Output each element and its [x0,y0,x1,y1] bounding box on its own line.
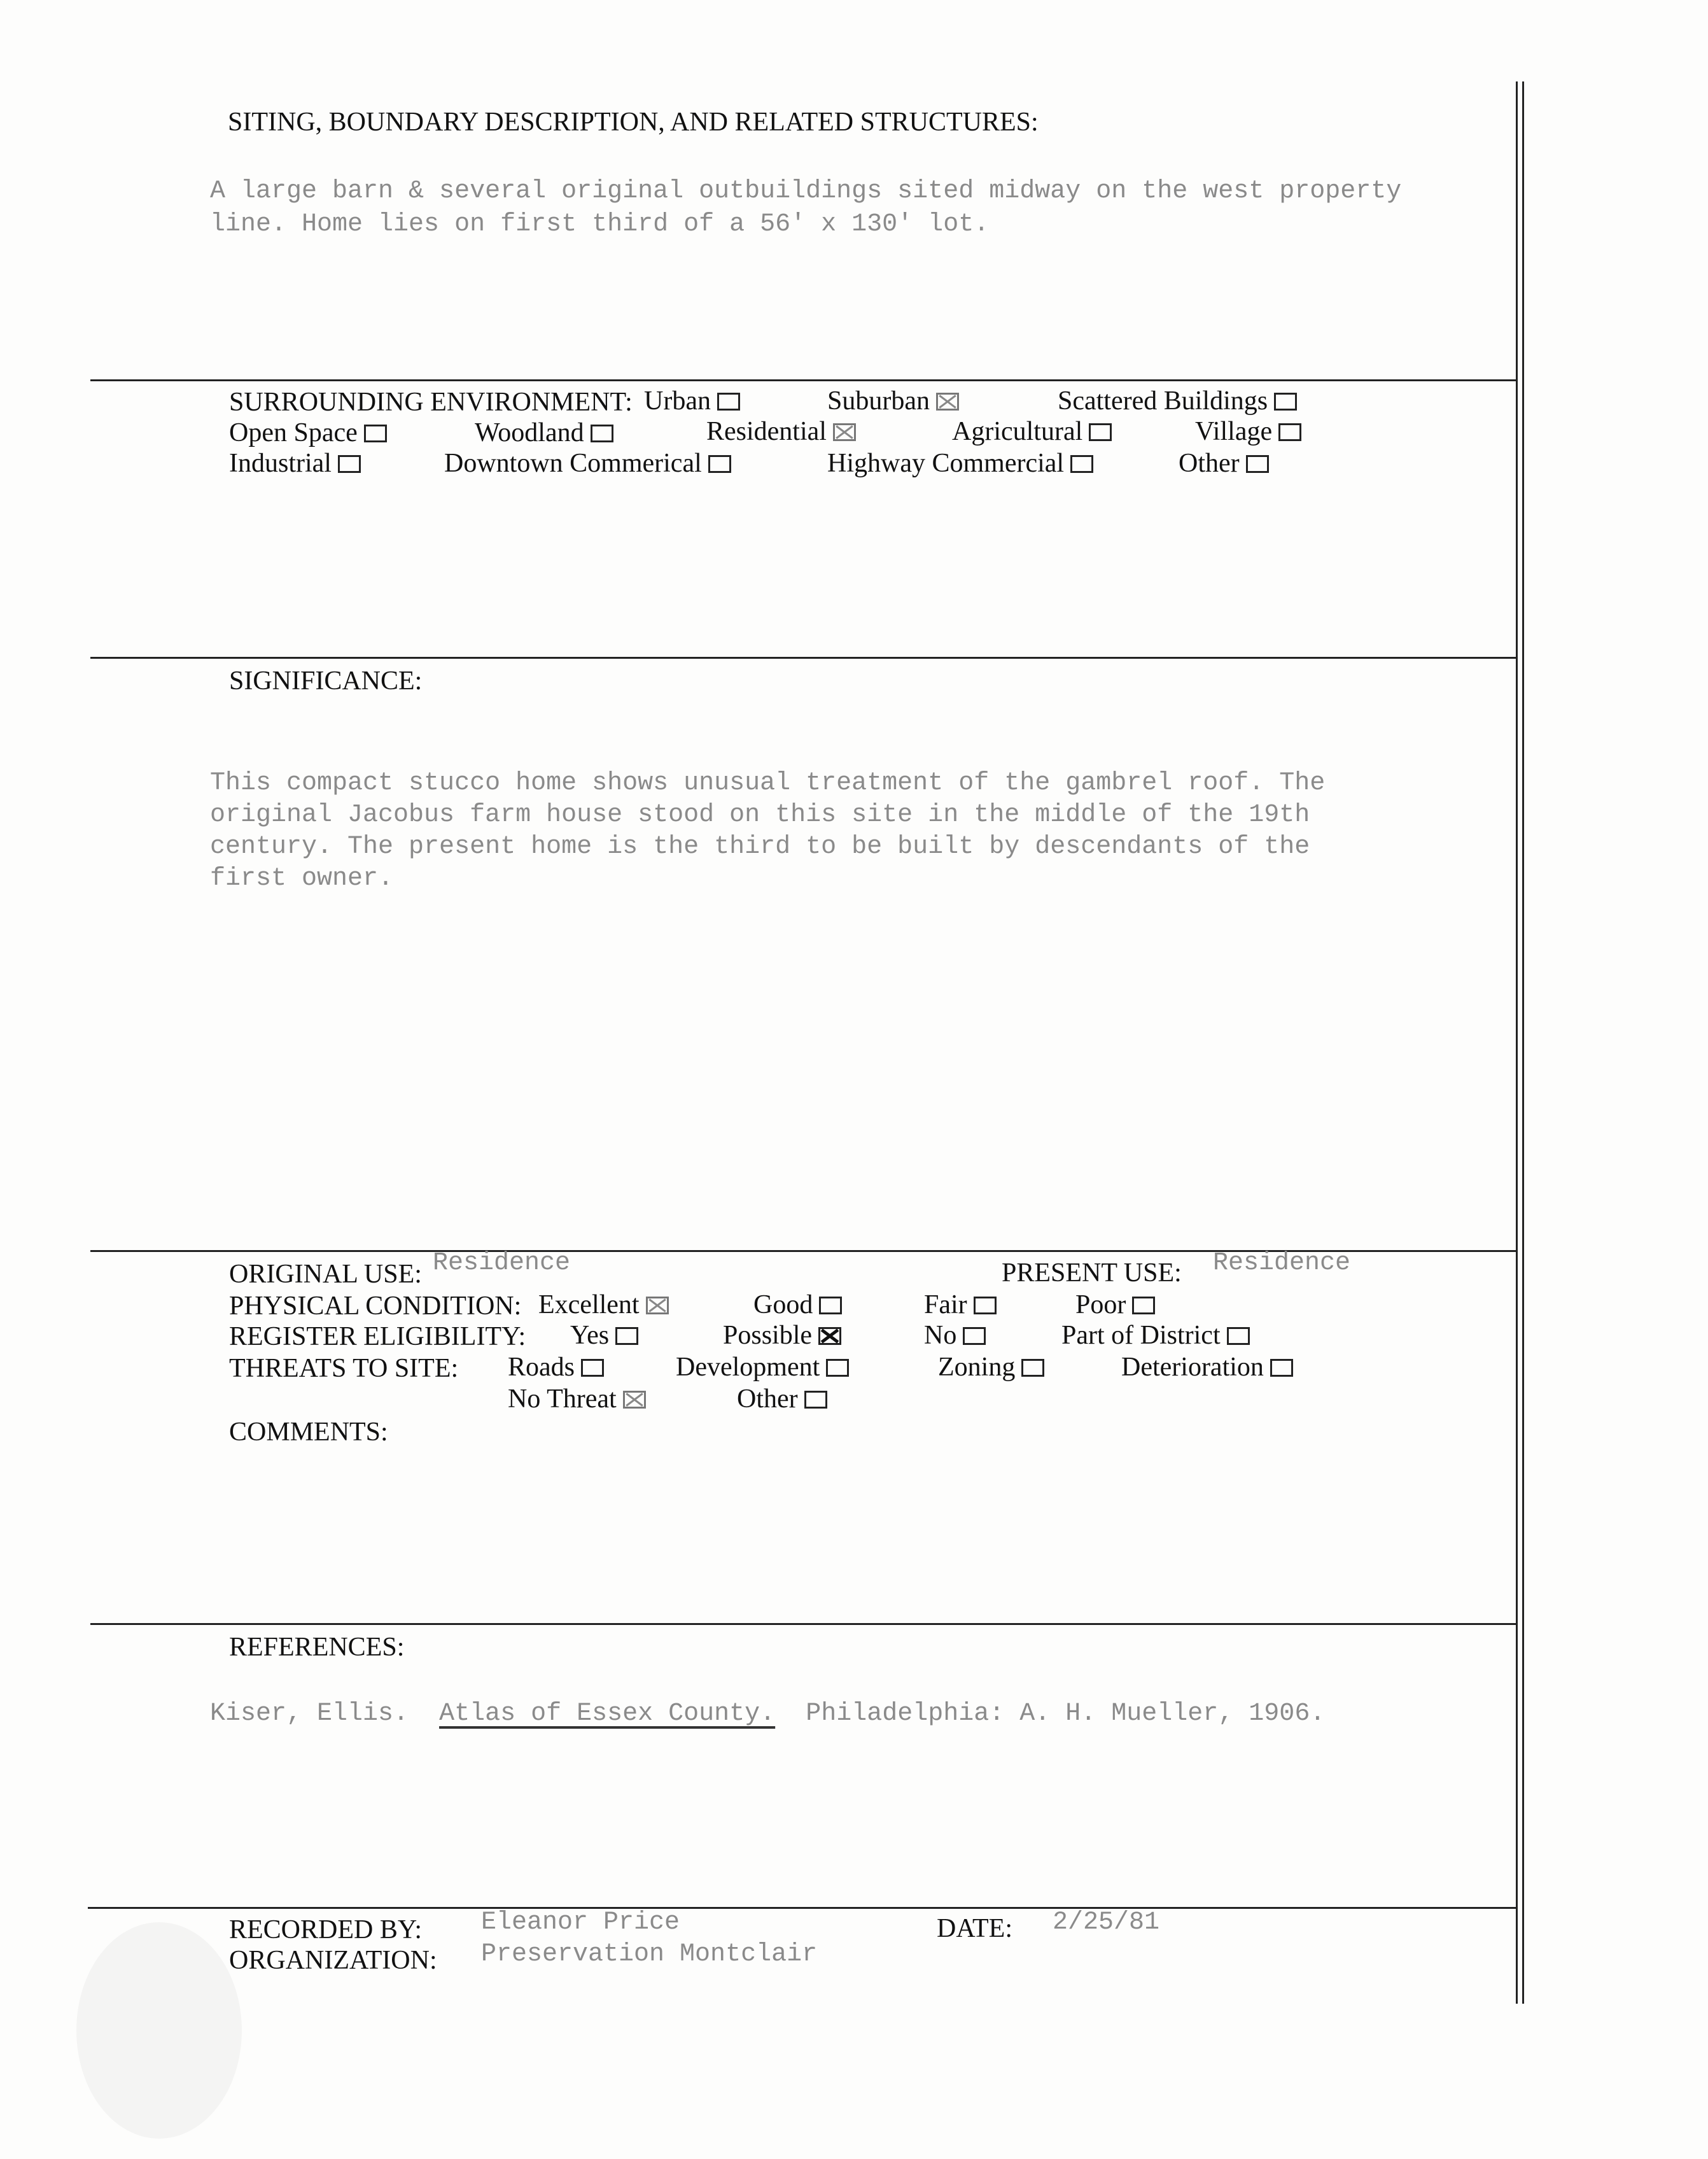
env-agricultural [952,416,1112,447]
env-highway [827,448,1093,479]
condition-excellent-checkbox[interactable] [646,1297,669,1314]
env-highway-label: Highway Commercial [827,449,1065,478]
threat-deterioration-label: Deterioration [1121,1353,1264,1382]
threat-other-checkbox[interactable] [804,1391,827,1409]
reference-publisher: Philadelphia: A. H. Mueller, 1906. [806,1699,1326,1728]
condition-fair [924,1290,997,1320]
threat-zoning-checkbox[interactable] [1021,1359,1044,1377]
env-suburban-label: Suburban [827,386,930,416]
eligibility-no-checkbox[interactable] [963,1327,986,1345]
divider-5 [88,1907,1517,1909]
env-village [1195,416,1301,447]
env-downtown [444,448,731,479]
env-industrial [229,448,361,479]
eligibility-yes [570,1320,638,1351]
eligibility-district-checkbox[interactable] [1227,1327,1250,1345]
env-village-checkbox[interactable] [1278,423,1301,441]
siting-line-2: line. Home lies on first third of a 56' x 130' lot. [210,210,990,239]
references-heading: REFERENCES: [229,1633,405,1662]
condition-excellent [538,1290,669,1320]
env-open-space [229,418,387,448]
threat-roads [508,1352,604,1382]
threat-roads-label: Roads [508,1353,575,1382]
env-scattered [1058,386,1297,416]
threat-development [676,1352,849,1382]
env-urban-label: Urban [644,386,711,416]
threat-deterioration [1121,1352,1293,1382]
eligibility-no [924,1320,986,1351]
eligibility-yes-checkbox[interactable] [615,1327,638,1345]
env-woodland-label: Woodland [475,418,584,447]
siting-line-1: A large barn & several original outbuildings sited midway on the west property [210,177,1402,206]
eligibility-yes-label: Yes [570,1321,610,1350]
threat-roads-checkbox[interactable] [581,1359,604,1377]
scan-smudge [76,1922,242,2139]
env-woodland [475,418,613,448]
env-industrial-checkbox[interactable] [338,455,361,473]
threat-zoning-label: Zoning [938,1353,1016,1382]
threat-other-label: Other [737,1384,798,1414]
divider-4 [90,1623,1517,1625]
env-downtown-label: Downtown Commerical [444,449,702,478]
threat-zoning [938,1352,1044,1382]
threat-deterioration-checkbox[interactable] [1270,1359,1293,1377]
env-open-space-checkbox[interactable] [364,425,387,442]
env-downtown-checkbox[interactable] [708,455,731,473]
condition-poor-label: Poor [1075,1290,1126,1319]
present-use-value: Residence [1213,1249,1351,1277]
threat-no-threat-checkbox[interactable] [623,1391,646,1409]
original-use-label: ORIGINAL USE: [229,1260,422,1289]
env-urban [644,386,740,416]
env-agricultural-checkbox[interactable] [1089,423,1112,441]
condition-fair-checkbox[interactable] [974,1297,997,1314]
env-residential-label: Residential [706,417,827,446]
significance-heading: SIGNIFICANCE: [229,666,423,696]
threat-development-label: Development [676,1353,820,1382]
present-use-label: PRESENT USE: [1002,1258,1182,1288]
significance-line-1: This compact stucco home shows unusual treatment of the gambrel roof. The [210,769,1326,798]
env-other-label: Other [1179,449,1240,478]
reference-entry [210,1699,1325,1728]
condition-poor [1075,1290,1155,1320]
date-value: 2/25/81 [1053,1908,1160,1937]
divider-2 [90,657,1517,659]
siting-heading: SITING, BOUNDARY DESCRIPTION, AND RELATED STRUCTURES: [228,108,1039,137]
env-open-space-label: Open Space [229,418,358,447]
condition-good [753,1290,842,1320]
condition-excellent-label: Excellent [538,1290,640,1319]
env-residential-checkbox[interactable] [833,423,856,441]
eligibility-label: REGISTER ELIGIBILITY: [229,1322,526,1351]
condition-poor-checkbox[interactable] [1132,1297,1155,1314]
eligibility-possible-checkbox[interactable] [818,1327,841,1345]
env-industrial-label: Industrial [229,449,332,478]
env-scattered-label: Scattered Buildings [1058,386,1268,416]
env-agricultural-label: Agricultural [952,417,1083,446]
date-label: DATE: [937,1914,1012,1943]
env-residential [706,416,856,447]
significance-line-3: century. The present home is the third to be built by descendants of the [210,833,1310,861]
eligibility-possible-label: Possible [723,1321,813,1350]
env-scattered-checkbox[interactable] [1274,393,1297,411]
env-suburban [827,386,959,416]
condition-label: PHYSICAL CONDITION: [229,1291,522,1321]
comments-label: COMMENTS: [229,1417,388,1447]
eligibility-possible [723,1320,841,1351]
env-urban-checkbox[interactable] [717,393,740,411]
env-village-label: Village [1195,417,1273,446]
threat-development-checkbox[interactable] [826,1359,849,1377]
organization-label: ORGANIZATION: [229,1946,437,1975]
significance-line-4: first owner. [210,864,394,893]
condition-fair-label: Fair [924,1290,967,1319]
env-other [1179,448,1269,479]
env-suburban-checkbox[interactable] [936,393,959,411]
threat-no-threat [508,1384,646,1414]
condition-good-checkbox[interactable] [819,1297,842,1314]
significance-line-2: original Jacobus farm house stood on this site in the middle of the 19th [210,801,1310,829]
threat-no-threat-label: No Threat [508,1384,617,1414]
env-woodland-checkbox[interactable] [591,425,613,442]
recorded-by-value: Eleanor Price [481,1908,680,1937]
original-use-value: Residence [433,1249,571,1277]
env-highway-checkbox[interactable] [1070,455,1093,473]
condition-good-label: Good [753,1290,813,1319]
organization-value: Preservation Montclair [481,1940,818,1969]
eligibility-no-label: No [924,1321,957,1350]
eligibility-district-label: Part of District [1061,1321,1221,1350]
eligibility-district [1061,1320,1250,1351]
threats-label: THREATS TO SITE: [229,1354,459,1383]
environment-heading: SURROUNDING ENVIRONMENT: [229,388,633,417]
reference-title: Atlas of Essex County. [439,1699,776,1728]
reference-author: Kiser, Ellis. [210,1699,409,1728]
divider-1 [90,379,1517,381]
recorded-by-label: RECORDED BY: [229,1915,423,1945]
env-other-checkbox[interactable] [1246,455,1269,473]
right-border-inner [1522,81,1524,2004]
right-border-outer [1516,81,1518,2004]
threat-other [737,1384,827,1414]
